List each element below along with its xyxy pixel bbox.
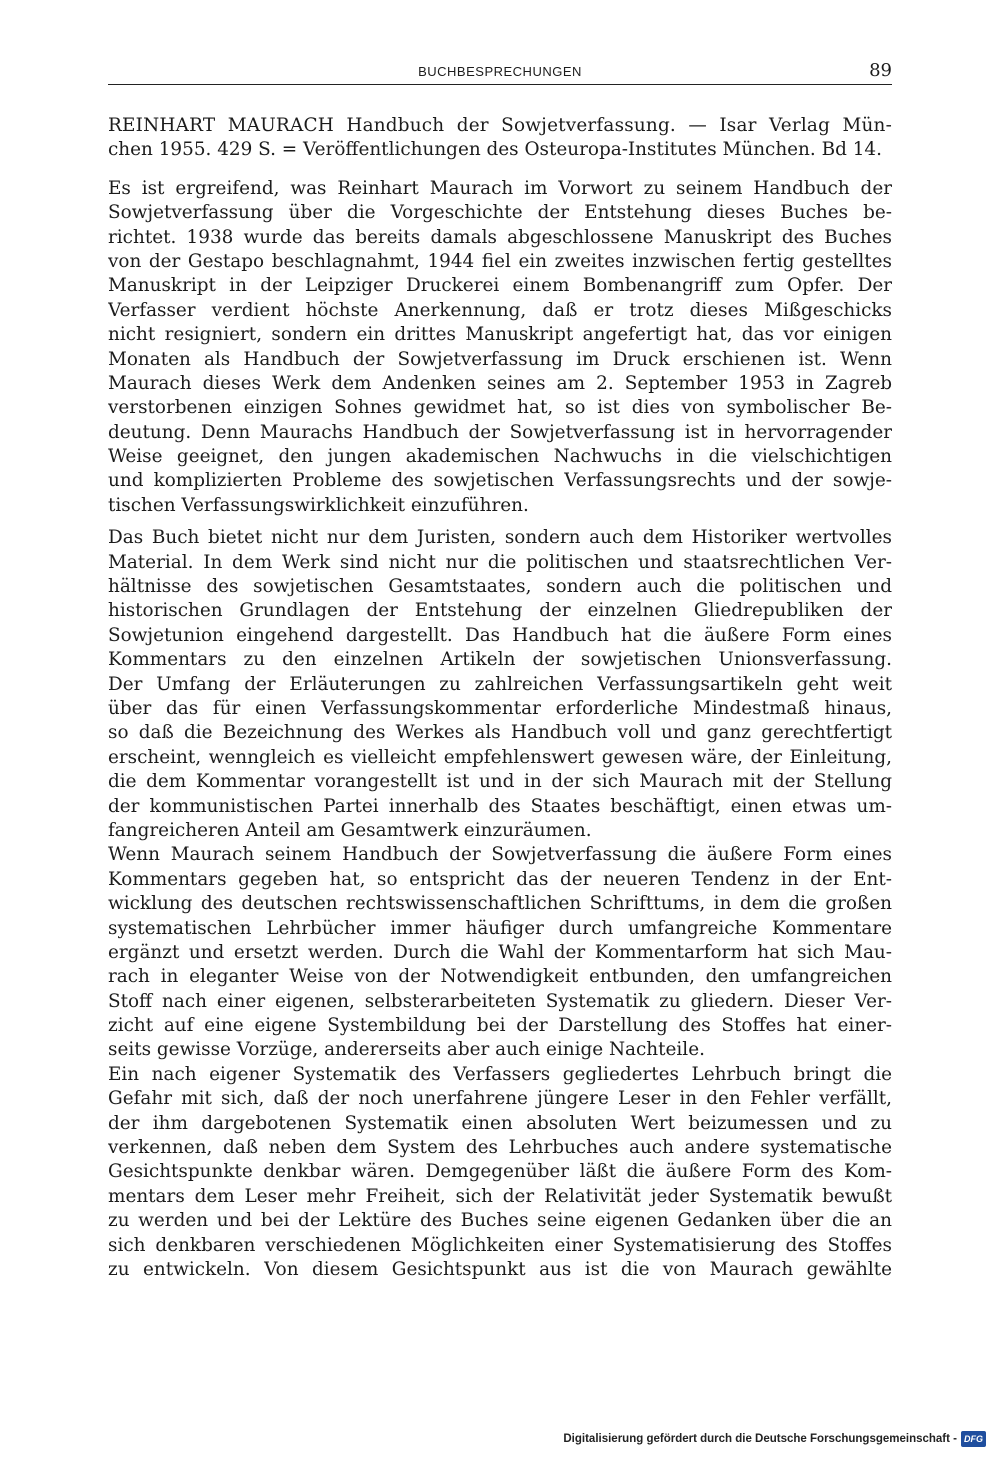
- text-line: Gesichtspunkte denkbar wären. Demgegenüber läßt die äußere Form des Kom-: [108, 1161, 892, 1183]
- text-line: seits gewisse Vorzüge, andererseits aber auch einige Nachteile.: [108, 1039, 705, 1061]
- text-line: hältnisse des sowjetischen Gesamtstaates, sondern auch die politischen und: [108, 576, 892, 598]
- text-line: historischen Grundlagen der Entstehung der einzelnen Gliedrepubliken der: [108, 600, 892, 622]
- text-line: Kommentars zu den einzelnen Artikeln der sowjetischen Unionsverfassung.: [108, 649, 892, 671]
- text-line: der kommunistischen Partei innerhalb des Staates beschäftigt, einen etwas um-: [108, 795, 892, 817]
- text-line: Es ist ergreifend, was Reinhart Maurach im Vorwort zu seinem Handbuch der: [108, 177, 892, 199]
- text-line: sich denkbaren verschiedenen Möglichkeiten einer Systematisierung des Stoffes: [108, 1234, 892, 1256]
- page-body: [108, 114, 892, 1282]
- text-line: Maurach dieses Werk dem Andenken seines am 2. September 1953 in Zagreb: [108, 372, 892, 394]
- digitization-footer: [563, 1430, 986, 1448]
- dfg-logo-icon: DFG: [961, 1431, 986, 1447]
- text-line: mentars dem Leser mehr Freiheit, sich der Relativität jeder Systematik bewußt: [108, 1185, 892, 1207]
- text-line: Manuskript in der Leipziger Druckerei einem Bombenangriff zum Opfer. Der: [108, 275, 892, 297]
- text-line: der ihm dargebotenen Systematik einen absoluten Wert beizumessen und zu: [108, 1112, 892, 1134]
- text-line: deutung. Denn Maurachs Handbuch der Sowjetverfassung ist in hervorragender: [108, 421, 892, 443]
- text-line: verstorbenen einzigen Sohnes gewidmet hat, so ist dies von symbolischer Be-: [108, 397, 892, 419]
- text-line: Stoff nach einer eigenen, selbsterarbeiteten Systematik zu gliedern. Dieser Ver-: [108, 990, 892, 1012]
- text-line: Material. In dem Werk sind nicht nur die politischen und staatsrechtlichen Ver-: [108, 551, 892, 573]
- text-line: ergänzt und ersetzt werden. Durch die Wahl der Kommentarform hat sich Mau-: [108, 941, 892, 963]
- text-line: tischen Verfassungswirklichkeit einzuführen.: [108, 494, 529, 516]
- text-line: die dem Kommentar vorangestellt ist und in der sich Maurach mit der Stellung: [108, 771, 892, 793]
- text-line: erscheint, wenngleich es vielleicht empfehlenswert gewesen wäre, der Einleitung,: [108, 746, 892, 768]
- text-line: Kommentars gegeben hat, so entspricht das der neueren Tendenz in der Ent-: [108, 868, 892, 890]
- citation-line: chen 1955. 429 S. = Veröffentlichungen des Osteuropa-Institutes München. Bd 14.: [108, 139, 882, 161]
- book-citation: [108, 114, 892, 163]
- text-line: Verfasser verdient höchste Anerkennung, daß er trotz dieses Mißgeschicks: [108, 299, 892, 321]
- running-title: BUCHBESPRECHUNGEN: [418, 64, 582, 79]
- text-line: rach in eleganter Weise von der Notwendigkeit entbunden, den umfangreichen: [108, 966, 892, 988]
- citation-line: REINHART MAURACH Handbuch der Sowjetverfassung. — Isar Verlag Mün-: [108, 115, 892, 136]
- text-line: systematischen Lehrbücher immer häufiger durch umfangreiche Kommentare: [108, 917, 892, 939]
- text-line: Das Buch bietet nicht nur dem Juristen, sondern auch dem Historiker wertvolles: [108, 527, 892, 549]
- text-line: Gefahr mit sich, daß der noch unerfahrene jüngere Leser in den Fehler verfällt,: [108, 1088, 892, 1110]
- text-line: so daß die Bezeichnung des Werkes als Handbuch voll und ganz gerechtfertigt: [108, 722, 892, 744]
- text-line: zicht auf eine eigene Systembildung bei der Darstellung des Stoffes hat einer-: [108, 1015, 892, 1037]
- text-line: richtet. 1938 wurde das bereits damals abgeschlossene Manuskript des Buches: [108, 226, 892, 248]
- text-line: über das für einen Verfassungskommentar erforderliche Mindestmaß hinaus,: [108, 697, 892, 719]
- text-line: fangreicheren Anteil am Gesamtwerk einzuräumen.: [108, 819, 592, 841]
- running-head: [108, 60, 892, 85]
- text-line: nicht resigniert, sondern ein drittes Manuskript angefertigt hat, das vor einigen: [108, 324, 892, 346]
- page-number: 89: [869, 60, 892, 81]
- text-line: Wenn Maurach seinem Handbuch der Sowjetverfassung die äußere Form eines: [108, 844, 892, 866]
- paragraph-3: [108, 843, 892, 1063]
- paragraph-1: [108, 177, 892, 518]
- text-line: Der Umfang der Erläuterungen zu zahlreichen Verfassungsartikeln geht weit: [108, 673, 892, 695]
- text-line: zu entwickeln. Von diesem Gesichtspunkt aus ist die von Maurach gewählte: [108, 1258, 892, 1280]
- text-line: Sowjetverfassung über die Vorgeschichte der Entstehung dieses Buches be-: [108, 202, 892, 224]
- text-line: Weise geeignet, den jungen akademischen Nachwuchs in die vielschichtigen: [108, 446, 892, 468]
- paragraph-2: [108, 526, 892, 843]
- footer-text: Digitalisierung gefördert durch die Deutsche Forschungsgemeinschaft -: [563, 1433, 957, 1445]
- paragraph-4: [108, 1063, 892, 1283]
- text-line: von der Gestapo beschlagnahmt, 1944 fiel ein zweites inzwischen fertig gestelltes: [108, 250, 892, 272]
- text-line: wicklung des deutschen rechtswissenschaftlichen Schrifttums, in dem die großen: [108, 893, 892, 915]
- text-line: verkennen, daß neben dem System des Lehrbuches auch andere systematische: [108, 1137, 892, 1159]
- text-line: und komplizierten Probleme des sowjetischen Verfassungsrechts und der sowje-: [108, 470, 892, 492]
- text-line: Ein nach eigener Systematik des Verfassers gegliedertes Lehrbuch bringt die: [108, 1063, 892, 1085]
- text-line: zu werden und bei der Lektüre des Buches seine eigenen Gedanken über die an: [108, 1210, 892, 1232]
- text-line: Sowjetunion eingehend dargestellt. Das Handbuch hat die äußere Form eines: [108, 624, 892, 646]
- text-line: Monaten als Handbuch der Sowjetverfassung im Druck erschienen ist. Wenn: [108, 348, 892, 370]
